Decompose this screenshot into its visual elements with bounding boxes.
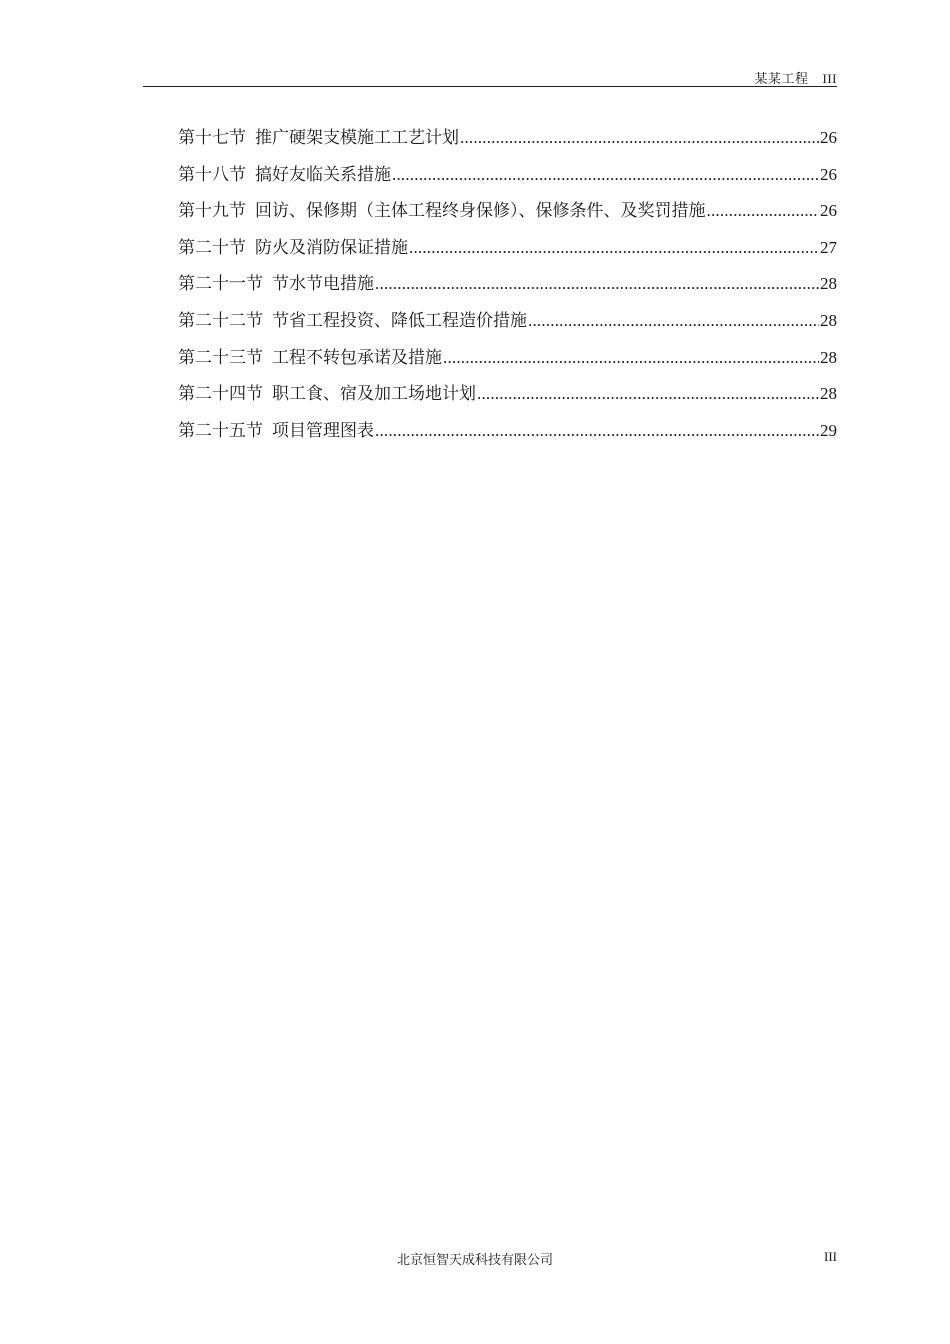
toc-title: 工程不转包承诺及措施	[272, 347, 442, 367]
toc-page-number: 26	[820, 128, 837, 147]
toc-title: 搞好友临关系措施	[255, 164, 391, 184]
toc-entry[interactable]	[178, 126, 837, 163]
toc-title: 节水节电措施	[272, 274, 374, 294]
toc-dot-leader	[443, 346, 819, 370]
toc-section-number: 第二十二节	[178, 310, 263, 330]
footer-page-number: III	[824, 1249, 837, 1264]
toc-dot-leader	[375, 272, 819, 296]
page-header	[143, 66, 837, 87]
toc-page-number: 26	[820, 201, 837, 221]
toc-page-number: 28	[820, 274, 837, 294]
toc-entry[interactable]	[178, 163, 837, 200]
toc-section-number: 第二十一节	[178, 274, 263, 294]
toc-dot-leader	[528, 309, 819, 333]
toc-dot-leader	[409, 236, 819, 260]
toc-title: 节省工程投资、降低工程造价措施	[272, 310, 527, 330]
toc-section-number: 第十九节	[178, 201, 246, 221]
toc-dot-leader	[460, 126, 819, 150]
toc-dot-leader	[375, 419, 819, 443]
toc-dot-leader	[707, 199, 820, 223]
toc-page-number: 26	[820, 164, 837, 184]
toc-entry[interactable]	[178, 199, 837, 236]
toc-entry[interactable]	[178, 346, 837, 383]
table-of-contents	[178, 126, 837, 455]
header-text	[754, 68, 837, 87]
toc-title: 职工食、宿及加工场地计划	[272, 384, 476, 404]
toc-section-number: 第十七节	[178, 128, 246, 147]
toc-page-number: 27	[820, 237, 837, 257]
toc-entry[interactable]	[178, 272, 837, 309]
toc-page-number: 28	[820, 347, 837, 367]
toc-page-number: 29	[820, 420, 837, 440]
toc-section-number: 第二十节	[178, 237, 246, 257]
toc-entry[interactable]	[178, 309, 837, 346]
toc-dot-leader	[477, 382, 819, 406]
toc-page-number: 28	[820, 310, 837, 330]
toc-entry[interactable]	[178, 419, 837, 456]
toc-section-number: 第二十四节	[178, 384, 263, 404]
header-title: 某某工程	[754, 71, 809, 86]
toc-section-number: 第十八节	[178, 164, 246, 184]
toc-dot-leader	[392, 163, 819, 187]
toc-title: 项目管理图表	[272, 420, 374, 440]
toc-section-number: 第二十三节	[178, 347, 263, 367]
toc-title: 推广硬架支模施工工艺计划	[255, 128, 459, 147]
toc-entry[interactable]	[178, 382, 837, 419]
toc-section-number: 第二十五节	[178, 420, 263, 440]
footer-company-name: 北京恒智天成科技有限公司	[396, 1252, 553, 1267]
toc-page-number: 28	[820, 384, 837, 404]
toc-title: 回访、保修期（主体工程终身保修）、保修条件、及奖罚措施	[255, 201, 706, 221]
header-page-number: III	[822, 71, 837, 86]
toc-entry[interactable]	[178, 236, 837, 273]
toc-title: 防火及消防保证措施	[255, 237, 408, 257]
